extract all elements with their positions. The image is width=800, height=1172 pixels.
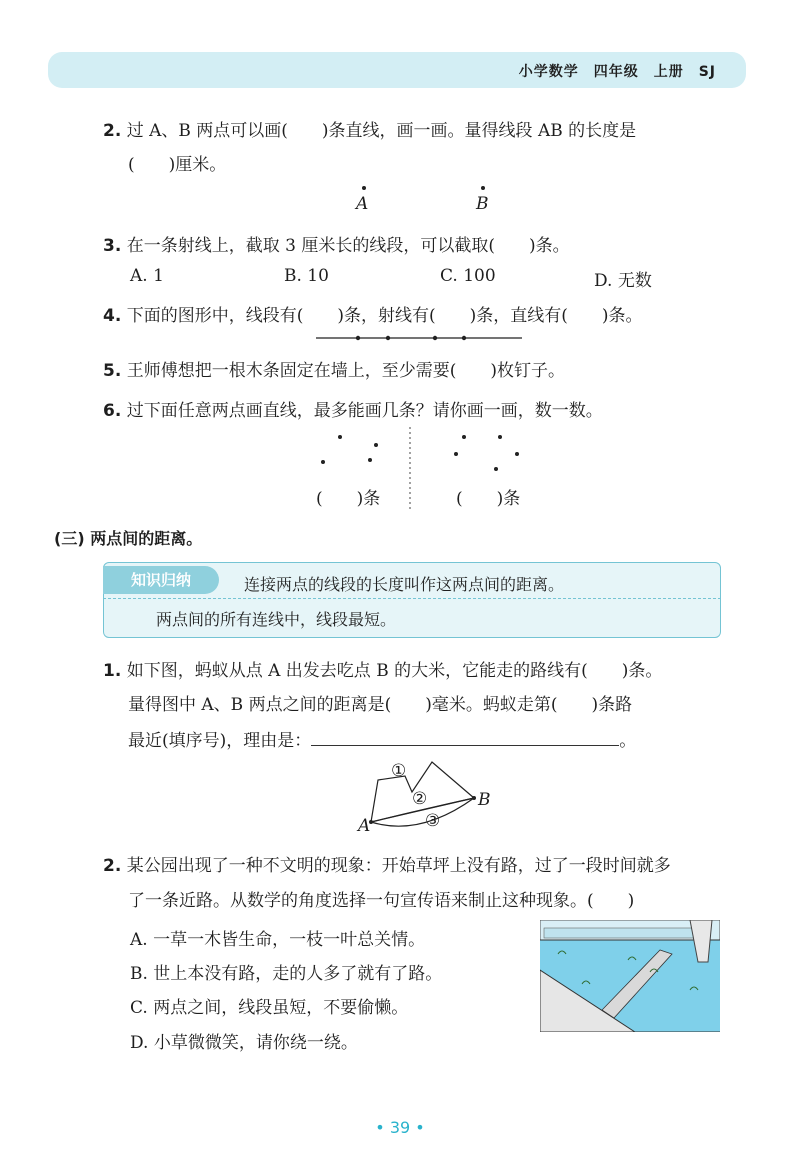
- q3-option-b[interactable]: B. 10: [284, 266, 329, 286]
- q4-point-1: [356, 336, 360, 340]
- q6-left-point-2: [374, 443, 378, 447]
- point-b-dot: [481, 186, 485, 190]
- page-number: • 39 •: [375, 1118, 425, 1137]
- q6-answer-right: ( )条: [456, 489, 521, 509]
- q2-line2: ( )厘米。: [128, 155, 227, 175]
- s3q1-line3-post: 。: [619, 731, 637, 751]
- q2: [103, 116, 636, 141]
- knowledge-line2: 两点间的所有连线中，线段最短。: [156, 610, 397, 629]
- q6-answer-left: ( )条: [316, 489, 381, 509]
- q3: [103, 231, 570, 256]
- fig-label-b: B: [478, 790, 491, 810]
- q6-number: 6.: [103, 401, 122, 421]
- q4-line-figure: [300, 328, 540, 348]
- section-3-title: (三) 两点间的距离。: [54, 529, 203, 548]
- fig-label-a: A: [358, 816, 371, 836]
- s3q2-number: 2.: [103, 856, 122, 876]
- q5-text: 王师傅想把一根木条固定在墙上，至少需要( )枚钉子。: [126, 361, 565, 381]
- s3q2: [103, 851, 671, 876]
- s3q2-option-c[interactable]: C. 两点之间，线段虽短，不要偷懒。: [130, 998, 409, 1018]
- q5-number: 5.: [103, 361, 122, 381]
- knowledge-tag: 知识归纳: [103, 566, 219, 594]
- knowledge-divider: [103, 598, 721, 599]
- q5: [103, 356, 565, 381]
- s3q1-line2: 量得图中 A、B 两点之间的距离是( )毫米。蚂蚁走第( )条路: [128, 695, 633, 715]
- q6-right-point-5: [494, 467, 498, 471]
- q6-right-point-3: [454, 452, 458, 456]
- s3q2-line1: 某公园出现了一种不文明的现象：开始草坪上没有路，过了一段时间就多: [126, 856, 671, 876]
- q4-text: 下面的图形中，线段有( )条，射线有( )条，直线有( )条。: [126, 306, 643, 326]
- q3-option-d[interactable]: D. 无数: [594, 271, 652, 291]
- q4-number: 4.: [103, 306, 122, 326]
- q6-right-point-4: [515, 452, 519, 456]
- s3q2-line2: 了一条近路。从数学的角度选择一句宣传语来制止这种现象。( ): [128, 891, 635, 911]
- q6-right-point-2: [498, 435, 502, 439]
- q4-point-4: [462, 336, 466, 340]
- q4-point-3: [433, 336, 437, 340]
- s3q1-line1: 如下图，蚂蚁从点 A 出发去吃点 B 的大米，它能走的路线有( )条。: [126, 661, 663, 681]
- s3q1: [103, 656, 662, 681]
- header-title: 小学数学 四年级 上册 SJ: [518, 64, 716, 80]
- s3q1-line3: [128, 726, 636, 751]
- fig-point-b: [472, 796, 476, 800]
- q2-number: 2.: [103, 121, 122, 141]
- park-lawn-illustration: [540, 920, 720, 1032]
- s3q2-option-b[interactable]: B. 世上本没有路，走的人多了就有了路。: [130, 964, 443, 984]
- s3q2-option-a[interactable]: A. 一草一木皆生命，一枝一叶总关情。: [130, 930, 426, 950]
- route-3-label: ③: [425, 811, 441, 831]
- q6-left-point-3: [321, 460, 325, 464]
- reason-blank[interactable]: [311, 727, 619, 746]
- q3-option-a[interactable]: A. 1: [130, 266, 164, 286]
- q4-point-2: [386, 336, 390, 340]
- knowledge-line1: 连接两点的线段的长度叫作这两点间的距离。: [244, 575, 565, 594]
- q3-number: 3.: [103, 236, 122, 256]
- q6-left-point-1: [338, 435, 342, 439]
- point-a-label: A: [356, 194, 369, 214]
- q3-option-c[interactable]: C. 100: [440, 266, 496, 286]
- q6: [103, 396, 603, 421]
- s3q1-line3-pre: 最近(填序号)，理由是：: [128, 731, 312, 751]
- park-fence: [544, 928, 694, 938]
- s3q2-option-d[interactable]: D. 小草微微笑，请你绕一绕。: [130, 1033, 358, 1053]
- q4: [103, 301, 643, 326]
- route-2-label: ②: [412, 789, 428, 809]
- point-b-label: B: [476, 194, 489, 214]
- q6-right-point-1: [462, 435, 466, 439]
- q2-line1: 过 A、B 两点可以画( )条直线，画一画。量得线段 AB 的长度是: [126, 121, 637, 141]
- q3-text: 在一条射线上，截取 3 厘米长的线段，可以截取( )条。: [126, 236, 570, 256]
- route-1-label: ①: [391, 761, 407, 781]
- s3q1-number: 1.: [103, 661, 122, 681]
- q6-text: 过下面任意两点画直线，最多能画几条？请你画一画，数一数。: [126, 401, 603, 421]
- q6-left-point-4: [368, 458, 372, 462]
- point-a-dot: [362, 186, 366, 190]
